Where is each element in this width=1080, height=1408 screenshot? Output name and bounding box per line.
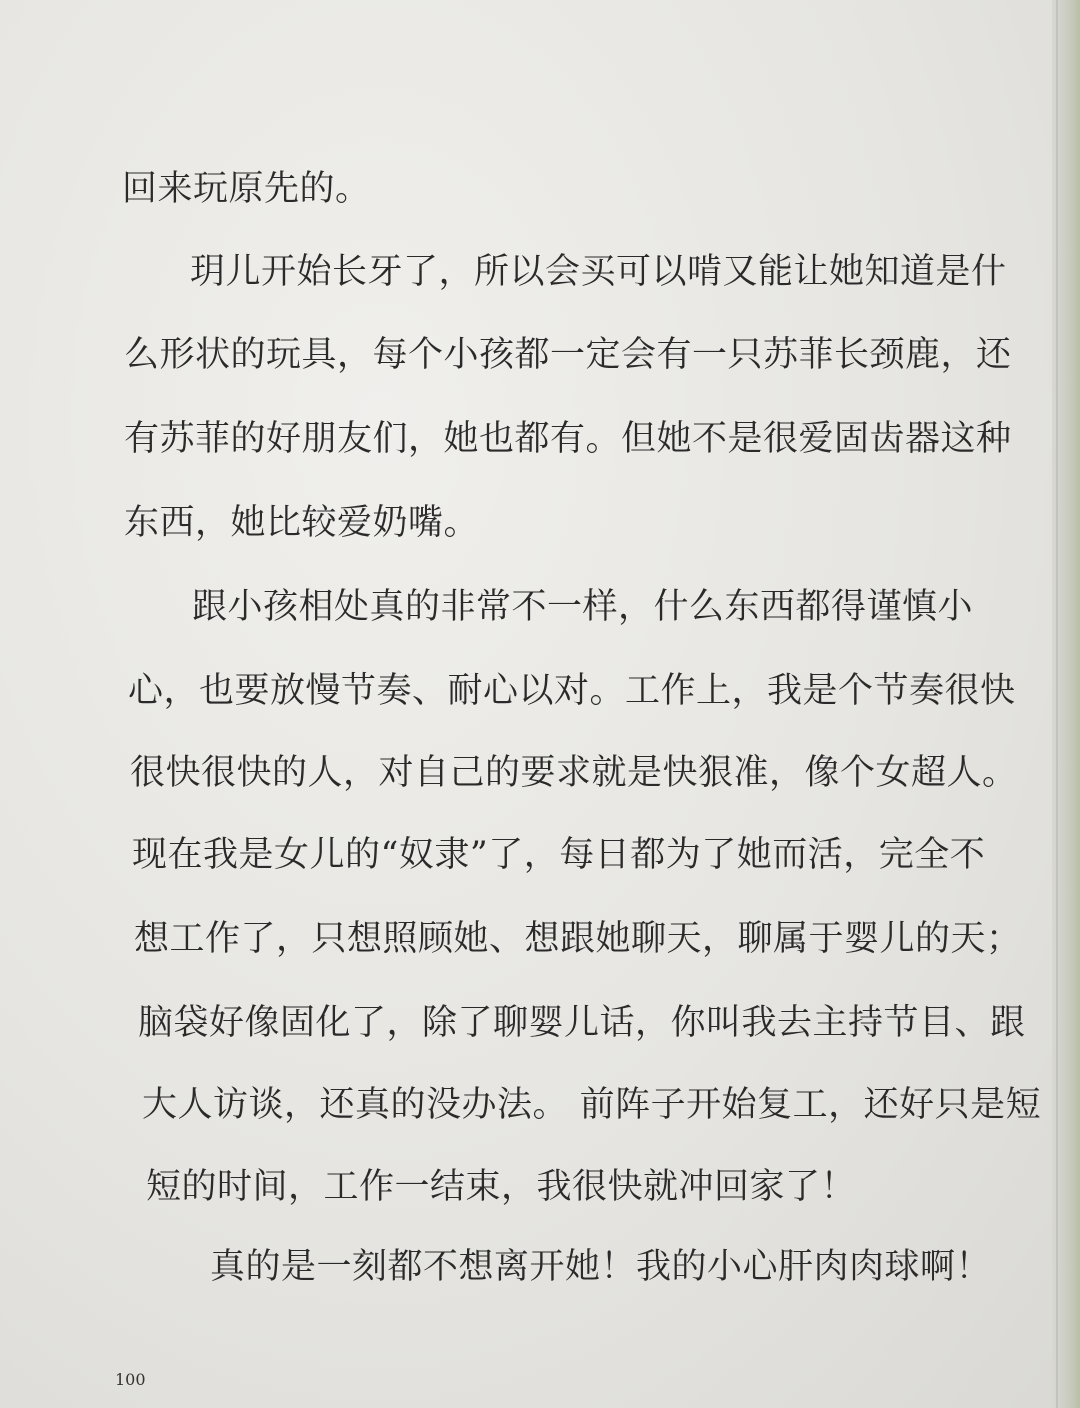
text-line-7: 心，也要放慢节奏、耐心以对。工作上，我是个节奏很快 bbox=[128, 671, 1016, 711]
text-line-14: 真的是一刻都不想离开她！我的小心肝肉肉球啊！ bbox=[210, 1247, 992, 1287]
text-line-11: 脑袋好像固化了，除了聊婴儿话，你叫我去主持节目、跟 bbox=[138, 1003, 1026, 1043]
text-line-3: 么形状的玩具，每个小孩都一定会有一只苏菲长颈鹿，还 bbox=[124, 335, 1012, 375]
text-line-9: 现在我是女儿的“奴隶”了，每日都为了她而活，完全不 bbox=[132, 835, 986, 875]
text-line-6: 跟小孩相处真的非常不一样，什么东西都得谨慎小 bbox=[192, 587, 974, 627]
text-line-8: 很快很快的人，对自己的要求就是快狠准，像个女超人。 bbox=[130, 753, 1018, 793]
text-line-4: 有苏菲的好朋友们，她也都有。但她不是很爱固齿器这种 bbox=[124, 419, 1012, 459]
text-line-2: 玥儿开始长牙了，所以会买可以啃又能让她知道是什 bbox=[190, 252, 1007, 292]
text-line-1: 回来玩原先的。 bbox=[122, 169, 371, 209]
text-line-13: 短的时间，工作一结束，我很快就冲回家了！ bbox=[146, 1167, 857, 1207]
text-line-10: 想工作了，只想照顾她、想跟她聊天，聊属于婴儿的天； bbox=[134, 919, 1022, 959]
text-line-12: 大人访谈，还真的没办法。 前阵子开始复工，还好只是短 bbox=[142, 1085, 1042, 1125]
text-line-5: 东西，她比较爱奶嘴。 bbox=[124, 503, 480, 543]
page-edge-line bbox=[1056, 0, 1058, 1408]
page-number: 100 bbox=[115, 1370, 146, 1389]
